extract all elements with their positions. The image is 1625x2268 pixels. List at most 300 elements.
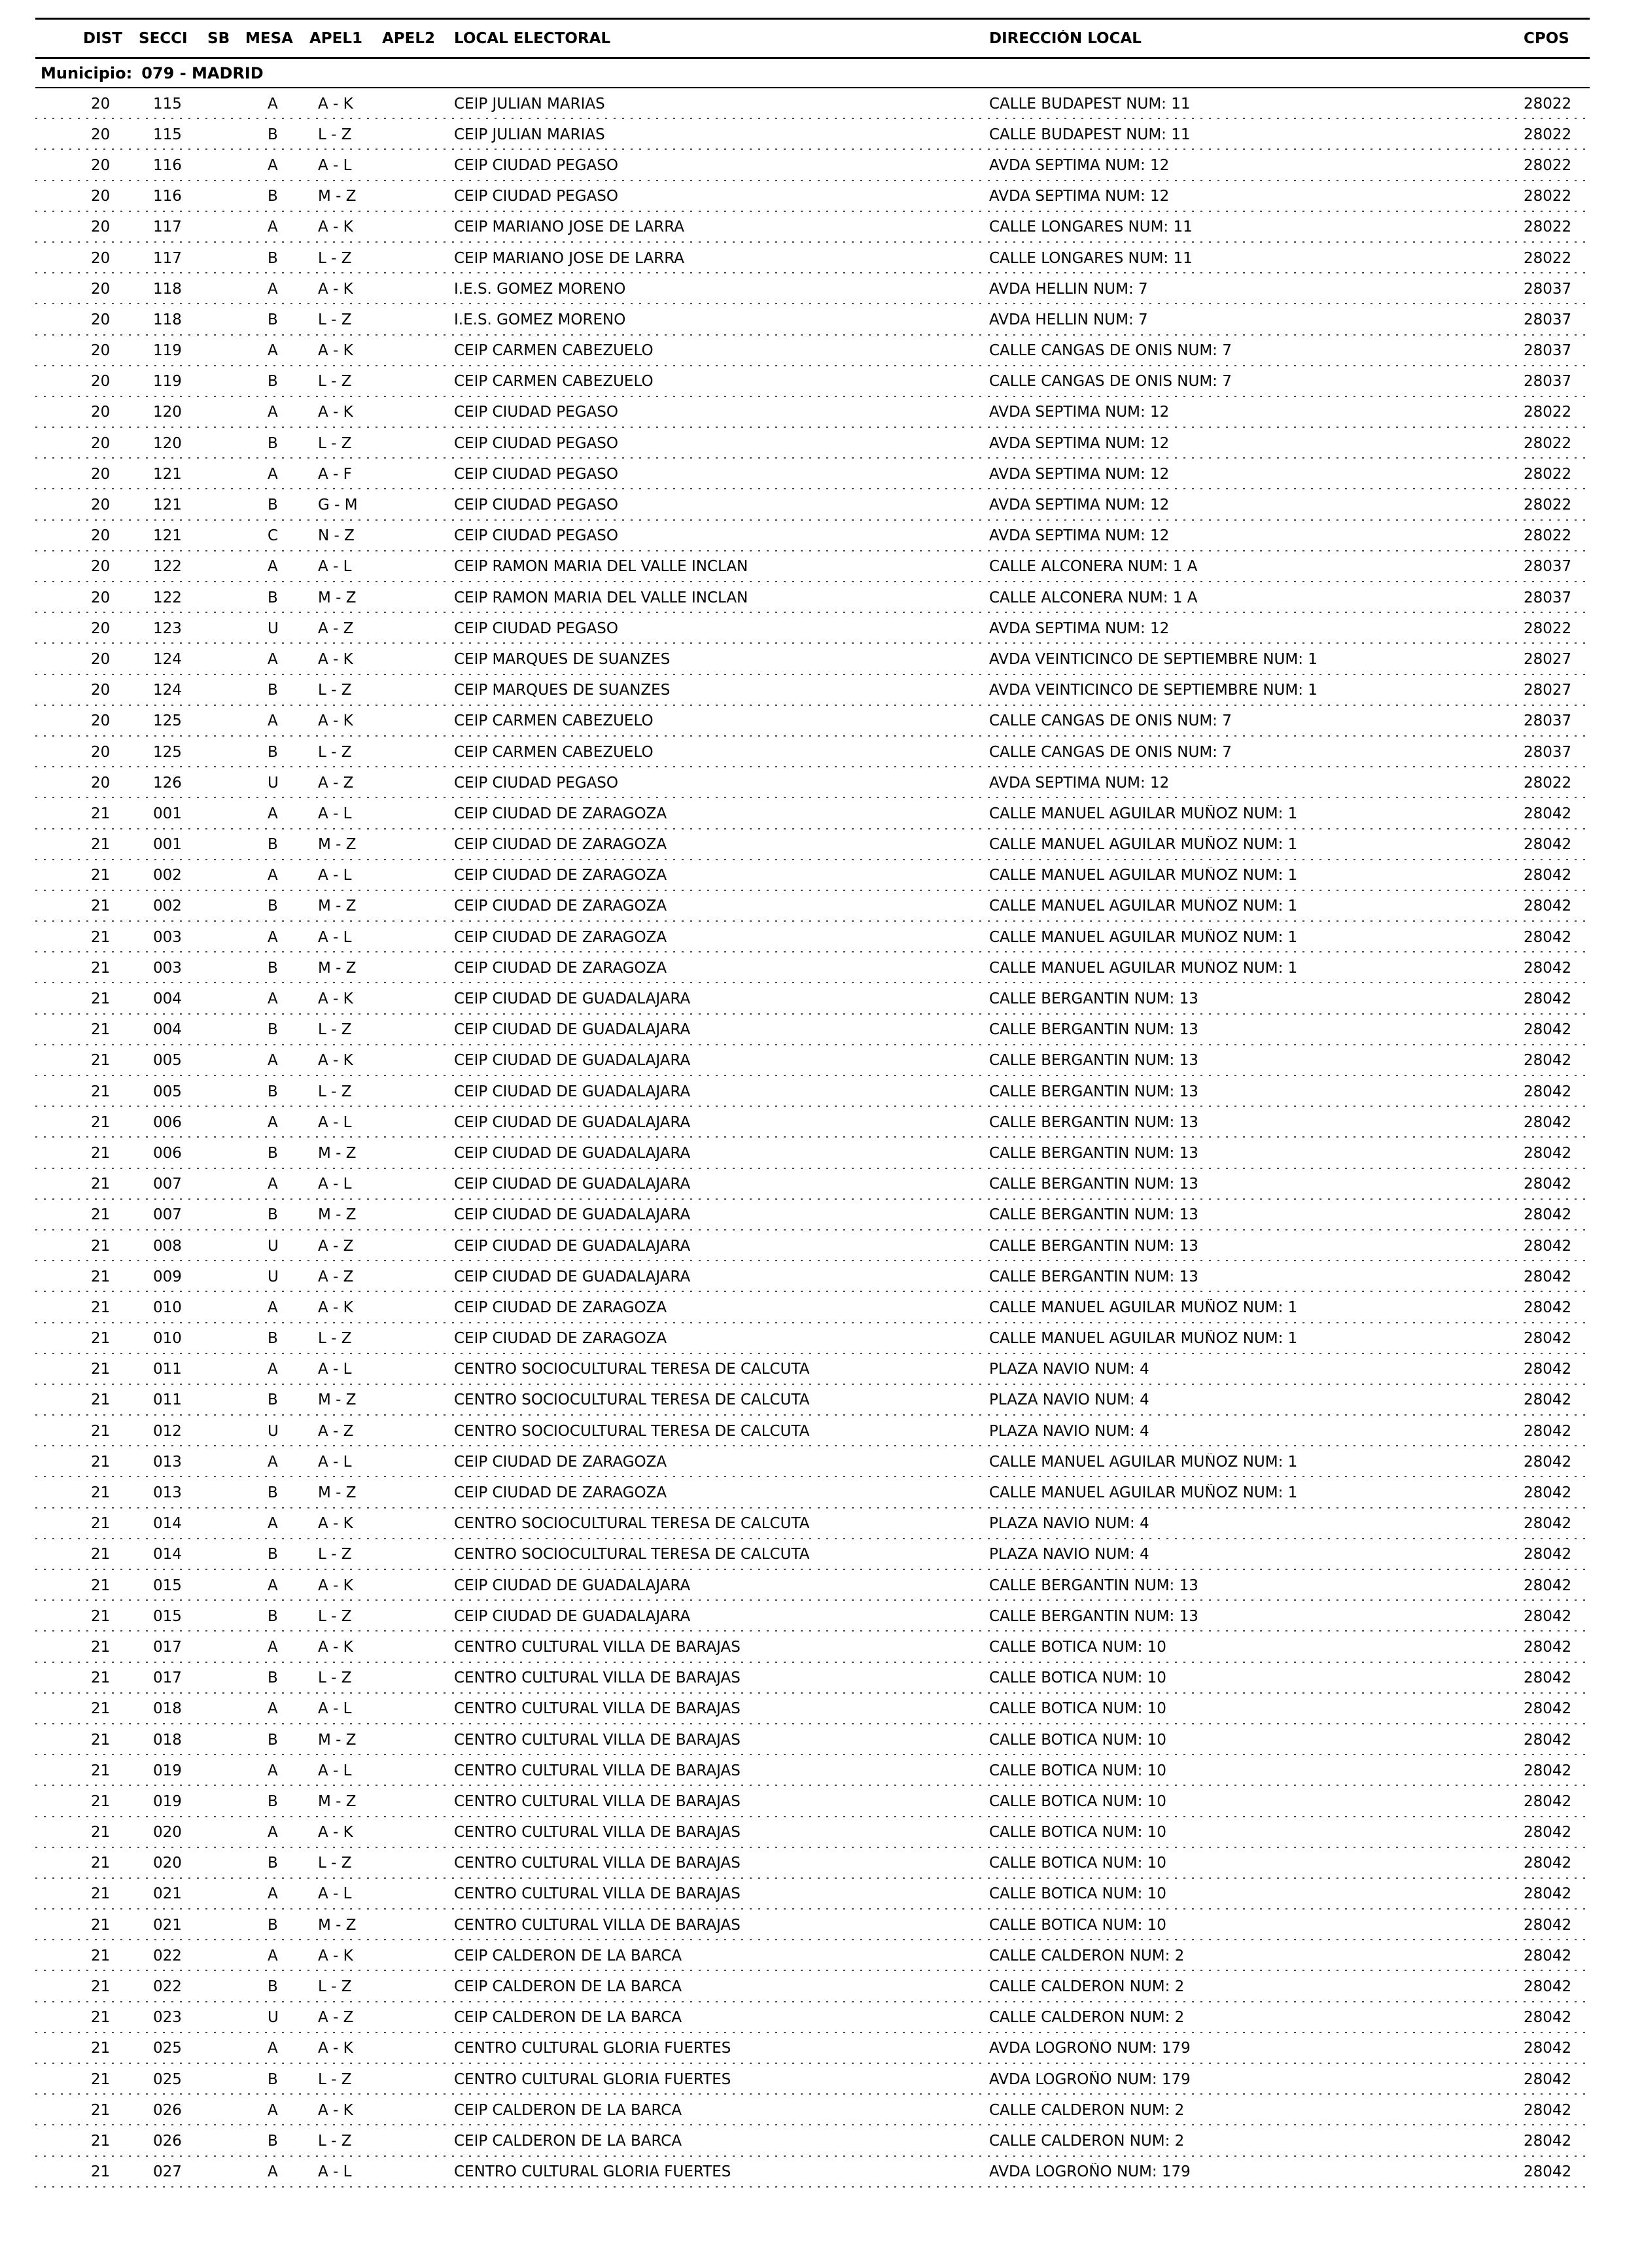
cell-local-electoral: CEIP CIUDAD DE GUADALAJARA	[454, 990, 691, 1008]
cell-dist: 20	[91, 311, 111, 328]
cell-dist: 20	[91, 558, 111, 576]
cell-dist: 21	[91, 1176, 111, 1193]
table-row	[35, 1786, 1590, 1817]
cell-cpos: 28042	[1524, 1885, 1572, 1903]
cell-cpos: 28037	[1524, 373, 1572, 391]
cell-mesa: A	[268, 1113, 278, 1131]
cell-mesa: B	[268, 1607, 278, 1625]
cell-dist: 21	[91, 1669, 111, 1687]
cell-secci: 013	[153, 1453, 182, 1471]
cell-local-electoral: CEIP CIUDAD DE ZARAGOZA	[454, 1453, 667, 1471]
cell-direccion: CALLE BOTICA NUM: 10	[989, 1669, 1166, 1687]
cell-secci: 017	[153, 1638, 182, 1656]
cell-apel: L - Z	[318, 2132, 352, 2150]
cell-cpos: 28022	[1524, 156, 1572, 174]
table-row	[35, 551, 1590, 582]
cell-apel: L - Z	[318, 1978, 352, 1996]
cell-direccion: CALLE BOTICA NUM: 10	[989, 1638, 1166, 1656]
cell-cpos: 28042	[1524, 1731, 1572, 1749]
cell-direccion: AVDA LOGROÑO NUM: 179	[989, 2040, 1191, 2057]
cell-secci: 004	[153, 1021, 182, 1039]
cell-secci: 121	[153, 497, 182, 514]
cell-cpos: 28022	[1524, 218, 1572, 236]
cell-secci: 010	[153, 1299, 182, 1316]
cell-secci: 014	[153, 1546, 182, 1563]
cell-mesa: B	[268, 836, 278, 854]
cell-secci: 123	[153, 619, 182, 637]
table-row	[35, 1354, 1590, 1385]
table-row	[35, 2125, 1590, 2156]
cell-dist: 20	[91, 404, 111, 421]
cell-dist: 21	[91, 2101, 111, 2119]
cell-secci: 021	[153, 1885, 182, 1903]
cell-apel: A - K	[318, 1638, 353, 1656]
table-row	[35, 521, 1590, 551]
cell-local-electoral: CEIP CALDERON DE LA BARCA	[454, 2132, 682, 2150]
cell-apel: A - L	[318, 1885, 352, 1903]
cell-mesa: B	[268, 1484, 278, 1502]
cell-local-electoral: CEIP CARMEN CABEZUELO	[454, 342, 654, 360]
cell-secci: 119	[153, 373, 182, 391]
cell-local-electoral: CENTRO SOCIOCULTURAL TERESA DE CALCUTA	[454, 1546, 810, 1563]
cell-dist: 21	[91, 2009, 111, 2027]
cell-dist: 21	[91, 1206, 111, 1224]
cell-secci: 026	[153, 2101, 182, 2119]
cell-cpos: 28042	[1524, 1515, 1572, 1533]
table-row	[35, 181, 1590, 212]
cell-apel: L - Z	[318, 1021, 352, 1039]
column-header-apel1: APEL1	[309, 29, 363, 47]
cell-secci: 115	[153, 126, 182, 143]
cell-local-electoral: CEIP CIUDAD PEGASO	[454, 465, 618, 483]
cell-direccion: AVDA SEPTIMA NUM: 12	[989, 188, 1170, 205]
cell-direccion: CALLE BOTICA NUM: 10	[989, 1762, 1166, 1779]
cell-local-electoral: CEIP CIUDAD PEGASO	[454, 434, 618, 452]
cell-mesa: A	[268, 1176, 278, 1193]
cell-secci: 122	[153, 558, 182, 576]
cell-secci: 010	[153, 1330, 182, 1348]
table-row	[35, 706, 1590, 737]
cell-cpos: 28022	[1524, 497, 1572, 514]
cell-local-electoral: CENTRO CULTURAL GLORIA FUERTES	[454, 2040, 731, 2057]
cell-direccion: CALLE BOTICA NUM: 10	[989, 1700, 1166, 1718]
cell-dist: 21	[91, 1268, 111, 1285]
table-row	[35, 1694, 1590, 1724]
cell-mesa: A	[268, 1638, 278, 1656]
cell-local-electoral: CEIP MARIANO JOSE DE LARRA	[454, 218, 684, 236]
table-row	[35, 1539, 1590, 1570]
cell-local-electoral: CEIP CIUDAD DE GUADALAJARA	[454, 1113, 691, 1131]
cell-dist: 21	[91, 1052, 111, 1070]
table-row	[35, 737, 1590, 767]
table-row	[35, 1261, 1590, 1292]
cell-cpos: 28042	[1524, 2101, 1572, 2119]
cell-secci: 119	[153, 342, 182, 360]
cell-direccion: CALLE BERGANTIN NUM: 13	[989, 1268, 1198, 1285]
cell-dist: 21	[91, 1361, 111, 1378]
cell-mesa: A	[268, 1299, 278, 1316]
cell-mesa: B	[268, 1731, 278, 1749]
cell-apel: A - Z	[318, 774, 354, 792]
cell-mesa: B	[268, 1330, 278, 1348]
cell-cpos: 28037	[1524, 280, 1572, 298]
cell-secci: 015	[153, 1607, 182, 1625]
table-row	[35, 1879, 1590, 1910]
cell-direccion: CALLE CALDERON NUM: 2	[989, 2101, 1185, 2119]
cell-apel: A - Z	[318, 2009, 354, 2027]
cell-direccion: CALLE CANGAS DE ONIS NUM: 7	[989, 743, 1232, 761]
cell-direccion: CALLE CALDERON NUM: 2	[989, 1978, 1185, 1996]
cell-local-electoral: CEIP CIUDAD PEGASO	[454, 619, 618, 637]
cell-local-electoral: CEIP RAMON MARIA DEL VALLE INCLAN	[454, 558, 748, 576]
cell-secci: 019	[153, 1762, 182, 1779]
cell-apel: A - K	[318, 1515, 353, 1533]
cell-cpos: 28022	[1524, 404, 1572, 421]
cell-direccion: CALLE LONGARES NUM: 11	[989, 218, 1193, 236]
cell-secci: 027	[153, 2163, 182, 2181]
cell-local-electoral: CEIP CIUDAD DE ZARAGOZA	[454, 928, 667, 946]
cell-direccion: CALLE BERGANTIN NUM: 13	[989, 1206, 1198, 1224]
cell-direccion: CALLE BERGANTIN NUM: 13	[989, 990, 1198, 1008]
cell-apel: G - M	[318, 497, 358, 514]
cell-direccion: AVDA SEPTIMA NUM: 12	[989, 156, 1170, 174]
table-row	[35, 798, 1590, 829]
cell-secci: 117	[153, 218, 182, 236]
cell-dist: 20	[91, 188, 111, 205]
table-body	[35, 88, 1590, 2188]
cell-direccion: CALLE BERGANTIN NUM: 13	[989, 1176, 1198, 1193]
cell-apel: A - L	[318, 1361, 352, 1378]
cell-local-electoral: CEIP CARMEN CABEZUELO	[454, 743, 654, 761]
cell-secci: 126	[153, 774, 182, 792]
cell-apel: A - K	[318, 1577, 353, 1594]
cell-local-electoral: I.E.S. GOMEZ MORENO	[454, 311, 626, 328]
cell-mesa: A	[268, 712, 278, 730]
cell-apel: A - L	[318, 156, 352, 174]
cell-mesa: B	[268, 589, 278, 606]
cell-secci: 007	[153, 1206, 182, 1224]
cell-cpos: 28042	[1524, 1638, 1572, 1656]
cell-cpos: 28022	[1524, 95, 1572, 113]
cell-mesa: A	[268, 990, 278, 1008]
table-row	[35, 119, 1590, 150]
column-header-apel2: APEL2	[382, 29, 436, 47]
cell-cpos: 28042	[1524, 1607, 1572, 1625]
table-row	[35, 1446, 1590, 1477]
table-row	[35, 1292, 1590, 1323]
cell-apel: M - Z	[318, 1916, 357, 1934]
column-header-cpos: CPOS	[1524, 29, 1569, 47]
cell-mesa: A	[268, 558, 278, 576]
cell-direccion: AVDA SEPTIMA NUM: 12	[989, 774, 1170, 792]
cell-apel: M - Z	[318, 959, 357, 977]
cell-local-electoral: CEIP JULIAN MARIAS	[454, 95, 605, 113]
cell-dist: 21	[91, 1885, 111, 1903]
cell-cpos: 28042	[1524, 1021, 1572, 1039]
cell-apel: L - Z	[318, 311, 352, 328]
cell-cpos: 28042	[1524, 1978, 1572, 1996]
cell-mesa: A	[268, 650, 278, 668]
cell-cpos: 28042	[1524, 959, 1572, 977]
cell-apel: L - Z	[318, 1855, 352, 1872]
cell-apel: M - Z	[318, 1391, 357, 1409]
cell-local-electoral: CEIP CIUDAD DE ZARAGOZA	[454, 867, 667, 884]
cell-direccion: CALLE LONGARES NUM: 11	[989, 249, 1193, 267]
cell-cpos: 28037	[1524, 311, 1572, 328]
cell-local-electoral: CEIP CIUDAD DE GUADALAJARA	[454, 1577, 691, 1594]
cell-local-electoral: CENTRO SOCIOCULTURAL TERESA DE CALCUTA	[454, 1515, 810, 1533]
table-row	[35, 336, 1590, 366]
cell-apel: L - Z	[318, 434, 352, 452]
cell-secci: 025	[153, 2040, 182, 2057]
cell-mesa: U	[268, 1237, 279, 1255]
cell-direccion: CALLE MANUEL AGUILAR MUÑOZ NUM: 1	[989, 1484, 1298, 1502]
cell-local-electoral: CEIP CIUDAD PEGASO	[454, 774, 618, 792]
cell-mesa: A	[268, 1947, 278, 1964]
table-row	[35, 644, 1590, 674]
cell-direccion: CALLE CALDERON NUM: 2	[989, 1947, 1185, 1964]
cell-cpos: 28042	[1524, 1144, 1572, 1162]
cell-secci: 011	[153, 1391, 182, 1409]
cell-apel: A - K	[318, 2101, 353, 2119]
cell-apel: A - L	[318, 1700, 352, 1718]
cell-local-electoral: CEIP MARQUES DE SUANZES	[454, 650, 671, 668]
cell-mesa: A	[268, 156, 278, 174]
cell-direccion: PLAZA NAVIO NUM: 4	[989, 1391, 1149, 1409]
cell-dist: 21	[91, 1484, 111, 1502]
table-row	[35, 1631, 1590, 1662]
cell-apel: L - Z	[318, 1083, 352, 1100]
cell-cpos: 28042	[1524, 1824, 1572, 1841]
cell-cpos: 28037	[1524, 712, 1572, 730]
cell-secci: 004	[153, 990, 182, 1008]
cell-secci: 006	[153, 1144, 182, 1162]
cell-apel: L - Z	[318, 1669, 352, 1687]
table-row	[35, 1755, 1590, 1786]
cell-apel: M - Z	[318, 1792, 357, 1810]
column-header-local: LOCAL ELECTORAL	[454, 29, 611, 47]
cell-direccion: AVDA LOGROÑO NUM: 179	[989, 2070, 1191, 2088]
table-row	[35, 428, 1590, 459]
cell-apel: A - K	[318, 1947, 353, 1964]
table-row	[35, 366, 1590, 397]
cell-dist: 21	[91, 1855, 111, 1872]
table-row	[35, 1724, 1590, 1755]
cell-secci: 116	[153, 156, 182, 174]
cell-direccion: CALLE MANUEL AGUILAR MUÑOZ NUM: 1	[989, 898, 1298, 915]
cell-secci: 022	[153, 1947, 182, 1964]
cell-direccion: CALLE BOTICA NUM: 10	[989, 1885, 1166, 1903]
cell-local-electoral: CEIP CIUDAD DE ZARAGOZA	[454, 805, 667, 822]
cell-secci: 017	[153, 1669, 182, 1687]
cell-apel: A - K	[318, 280, 353, 298]
cell-secci: 118	[153, 280, 182, 298]
cell-secci: 021	[153, 1916, 182, 1934]
cell-dist: 21	[91, 898, 111, 915]
cell-local-electoral: CEIP CIUDAD DE ZARAGOZA	[454, 836, 667, 854]
cell-dist: 21	[91, 1021, 111, 1039]
cell-direccion: CALLE BOTICA NUM: 10	[989, 1916, 1166, 1934]
cell-mesa: B	[268, 1391, 278, 1409]
cell-cpos: 28022	[1524, 188, 1572, 205]
cell-dist: 20	[91, 434, 111, 452]
cell-secci: 124	[153, 682, 182, 699]
cell-dist: 20	[91, 156, 111, 174]
cell-cpos: 28042	[1524, 1083, 1572, 1100]
table-row	[35, 1940, 1590, 1971]
cell-direccion: CALLE BERGANTIN NUM: 13	[989, 1237, 1198, 1255]
cell-apel: A - L	[318, 805, 352, 822]
cell-mesa: A	[268, 1515, 278, 1533]
cell-secci: 125	[153, 712, 182, 730]
cell-mesa: A	[268, 280, 278, 298]
cell-dist: 21	[91, 2163, 111, 2181]
cell-dist: 20	[91, 280, 111, 298]
cell-secci: 007	[153, 1176, 182, 1193]
cell-apel: L - Z	[318, 249, 352, 267]
cell-dist: 20	[91, 342, 111, 360]
cell-direccion: AVDA SEPTIMA NUM: 12	[989, 619, 1170, 637]
table-row	[35, 304, 1590, 335]
cell-local-electoral: CEIP CIUDAD DE ZARAGOZA	[454, 1484, 667, 1502]
cell-mesa: B	[268, 249, 278, 267]
column-header-mesa: MESA	[245, 29, 293, 47]
cell-secci: 120	[153, 434, 182, 452]
table-row	[35, 1971, 1590, 2002]
cell-local-electoral: CEIP CIUDAD PEGASO	[454, 497, 618, 514]
cell-local-electoral: CENTRO CULTURAL GLORIA FUERTES	[454, 2070, 731, 2088]
column-header-direccion: DIRECCIÓN LOCAL	[989, 29, 1142, 47]
cell-apel: M - Z	[318, 1484, 357, 1502]
table-row	[35, 1015, 1590, 1045]
cell-mesa: A	[268, 465, 278, 483]
cell-cpos: 28042	[1524, 1052, 1572, 1070]
table-row	[35, 2064, 1590, 2095]
cell-apel: A - L	[318, 867, 352, 884]
cell-dist: 21	[91, 1762, 111, 1779]
cell-mesa: A	[268, 2040, 278, 2057]
cell-local-electoral: CEIP CIUDAD DE GUADALAJARA	[454, 1607, 691, 1625]
cell-direccion: CALLE ALCONERA NUM: 1 A	[989, 589, 1198, 606]
cell-dist: 21	[91, 1638, 111, 1656]
cell-secci: 011	[153, 1361, 182, 1378]
cell-cpos: 28042	[1524, 1546, 1572, 1563]
cell-dist: 21	[91, 928, 111, 946]
cell-direccion: CALLE BERGANTIN NUM: 13	[989, 1144, 1198, 1162]
table-row	[35, 1323, 1590, 1354]
cell-dist: 20	[91, 774, 111, 792]
cell-dist: 21	[91, 1546, 111, 1563]
cell-cpos: 28042	[1524, 1855, 1572, 1872]
table-row	[35, 2002, 1590, 2033]
cell-direccion: CALLE BERGANTIN NUM: 13	[989, 1052, 1198, 1070]
cell-mesa: B	[268, 1669, 278, 1687]
cell-mesa: B	[268, 959, 278, 977]
cell-secci: 117	[153, 249, 182, 267]
cell-cpos: 28042	[1524, 1762, 1572, 1779]
cell-direccion: AVDA SEPTIMA NUM: 12	[989, 497, 1170, 514]
cell-secci: 121	[153, 465, 182, 483]
cell-local-electoral: CEIP CIUDAD DE ZARAGOZA	[454, 898, 667, 915]
cell-local-electoral: CENTRO SOCIOCULTURAL TERESA DE CALCUTA	[454, 1361, 810, 1378]
cell-local-electoral: CENTRO CULTURAL VILLA DE BARAJAS	[454, 1885, 741, 1903]
table-row	[35, 1138, 1590, 1168]
cell-dist: 21	[91, 1144, 111, 1162]
cell-dist: 21	[91, 1113, 111, 1131]
table-row	[35, 1663, 1590, 1694]
cell-cpos: 28042	[1524, 1577, 1572, 1594]
table-row	[35, 1477, 1590, 1508]
cell-cpos: 28042	[1524, 990, 1572, 1008]
cell-apel: L - Z	[318, 682, 352, 699]
cell-direccion: CALLE MANUEL AGUILAR MUÑOZ NUM: 1	[989, 1330, 1298, 1348]
table-header	[35, 20, 1590, 57]
cell-secci: 115	[153, 95, 182, 113]
cell-direccion: CALLE MANUEL AGUILAR MUÑOZ NUM: 1	[989, 805, 1298, 822]
municipio-label: Municipio:	[41, 63, 133, 82]
cell-local-electoral: CEIP CIUDAD DE ZARAGOZA	[454, 1299, 667, 1316]
cell-cpos: 28042	[1524, 1176, 1572, 1193]
table-row	[35, 243, 1590, 273]
table-row	[35, 891, 1590, 922]
cell-local-electoral: CEIP MARIANO JOSE DE LARRA	[454, 249, 684, 267]
cell-cpos: 28042	[1524, 1391, 1572, 1409]
table-row	[35, 1910, 1590, 1940]
cell-mesa: A	[268, 342, 278, 360]
cell-secci: 019	[153, 1792, 182, 1810]
cell-local-electoral: CEIP CIUDAD DE GUADALAJARA	[454, 1052, 691, 1070]
cell-local-electoral: CENTRO CULTURAL VILLA DE BARAJAS	[454, 1638, 741, 1656]
cell-local-electoral: CENTRO CULTURAL GLORIA FUERTES	[454, 2163, 731, 2181]
cell-dist: 20	[91, 126, 111, 143]
table-row	[35, 1848, 1590, 1879]
cell-mesa: B	[268, 126, 278, 143]
cell-apel: M - Z	[318, 1144, 357, 1162]
cell-secci: 125	[153, 743, 182, 761]
cell-dist: 20	[91, 712, 111, 730]
cell-cpos: 28042	[1524, 1700, 1572, 1718]
cell-secci: 018	[153, 1731, 182, 1749]
cell-dist: 21	[91, 1237, 111, 1255]
table-row	[35, 613, 1590, 644]
cell-secci: 001	[153, 805, 182, 822]
cell-apel: A - K	[318, 404, 353, 421]
cell-local-electoral: CEIP CARMEN CABEZUELO	[454, 373, 654, 391]
cell-secci: 120	[153, 404, 182, 421]
cell-dist: 20	[91, 682, 111, 699]
cell-dist: 20	[91, 527, 111, 545]
cell-cpos: 28042	[1524, 1916, 1572, 1934]
cell-apel: N - Z	[318, 527, 355, 545]
cell-direccion: AVDA HELLIN NUM: 7	[989, 280, 1148, 298]
cell-direccion: CALLE ALCONERA NUM: 1 A	[989, 558, 1198, 576]
cell-mesa: U	[268, 774, 279, 792]
cell-secci: 018	[153, 1700, 182, 1718]
cell-apel: L - Z	[318, 1546, 352, 1563]
table-row	[35, 2157, 1590, 2188]
cell-cpos: 28042	[1524, 1330, 1572, 1348]
cell-cpos: 28042	[1524, 2009, 1572, 2027]
cell-direccion: PLAZA NAVIO NUM: 4	[989, 1361, 1149, 1378]
cell-local-electoral: CENTRO CULTURAL VILLA DE BARAJAS	[454, 1916, 741, 1934]
table-row	[35, 922, 1590, 952]
cell-direccion: CALLE BUDAPEST NUM: 11	[989, 126, 1191, 143]
cell-dist: 21	[91, 1330, 111, 1348]
cell-secci: 012	[153, 1422, 182, 1440]
cell-cpos: 28022	[1524, 619, 1572, 637]
cell-mesa: B	[268, 1021, 278, 1039]
cell-secci: 003	[153, 928, 182, 946]
